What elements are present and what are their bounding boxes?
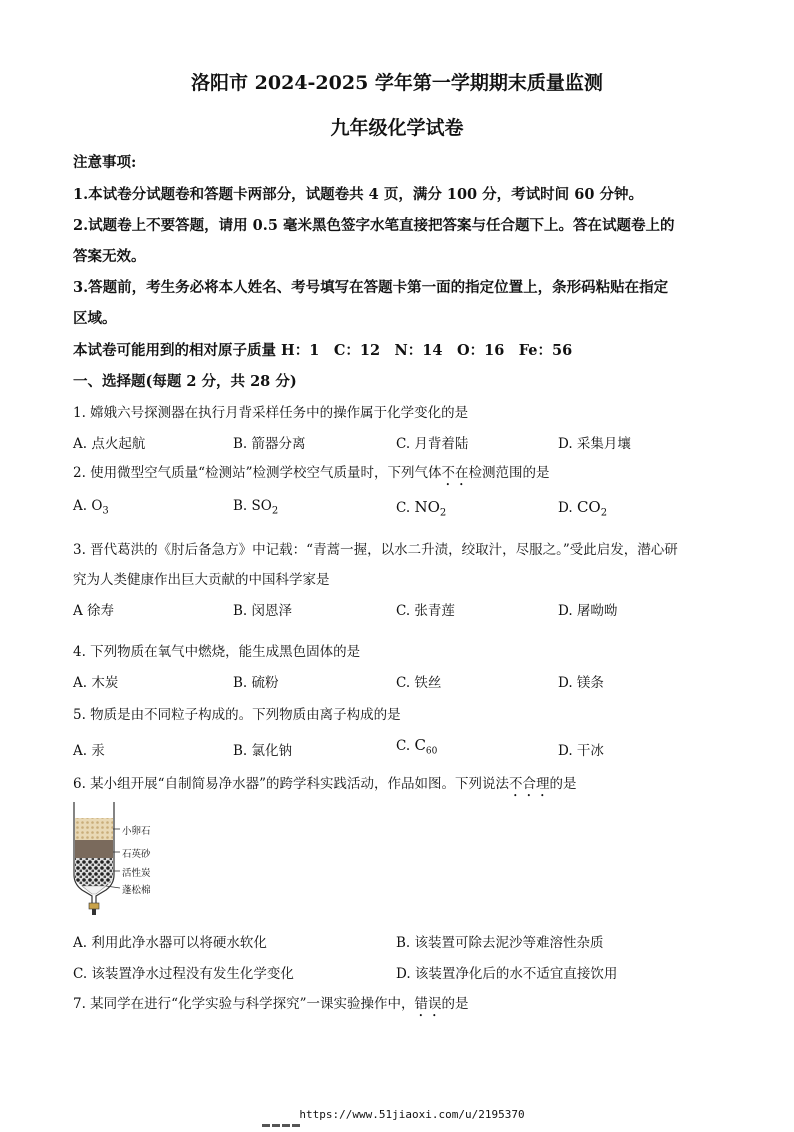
notice-item-2-line-2: 答案无效。 (73, 248, 146, 265)
question-2-stem-text: 2. 使用微型空气质量“检测站”检测学校空气质量时，下列气体 (73, 465, 442, 481)
pebble-layer (75, 818, 113, 840)
question-1-option-c: C. 月背着陆 (396, 436, 469, 452)
question-6-stem-tail: 的是 (549, 776, 577, 792)
question-3-stem-line-2: 究为人类健康作出巨大贡献的中国科学家是 (73, 572, 330, 588)
notice-item-3-line-2: 区域。 (73, 310, 117, 327)
question-3-option-c: C. 张青莲 (396, 603, 455, 619)
question-6-emphasis: 不合理 (508, 776, 550, 792)
option-letter: C. (396, 738, 411, 754)
question-2-option-d (558, 498, 607, 519)
question-4-stem: 4. 下列物质在氧气中燃烧，能生成黑色固体的是 (73, 644, 361, 660)
question-1-stem: 1. 嫦娥六号探测器在执行月背采样任务中的操作属于化学变化的是 (73, 405, 469, 421)
question-3-option-d: D. 屠呦呦 (558, 603, 618, 619)
question-1-option-a: A. 点火起航 (73, 436, 146, 452)
question-5-option-a: A. 汞 (73, 743, 105, 759)
formula-subscript: 2 (439, 507, 447, 519)
question-6-stem (73, 772, 576, 800)
question-4-option-c: C. 铁丝 (396, 675, 442, 691)
question-3-option-a: A 徐寿 (73, 603, 115, 619)
question-5-option-c (396, 736, 437, 757)
question-2-stem-tail: 检测范围的是 (468, 465, 550, 481)
formula: SO (251, 498, 272, 514)
formula-subscript: 60 (425, 746, 438, 757)
question-3-stem-line-1: 3. 晋代葛洪的《肘后备急方》中记载：“青蒿一握，以水二升渍，绞取汁，尽服之。”受此启发，潜心研 (73, 542, 678, 558)
question-7-stem (73, 992, 468, 1020)
notice-item-3-line-1: 3.答题前，考生务必将本人姓名、考号填写在答题卡第一面的指定位置上，条形码粘贴在指定 (73, 279, 669, 296)
water-filter-figure (70, 800, 200, 920)
option-letter: D. (558, 500, 573, 516)
question-7-stem-tail: 的是 (441, 996, 469, 1012)
question-6-option-c: C. 该装置净水过程没有发生化学变化 (73, 966, 294, 982)
question-2-option-c (396, 498, 446, 519)
formula-subscript: 2 (271, 505, 279, 517)
formula: C (414, 736, 426, 754)
formula: NO (414, 498, 440, 516)
formula: CO (576, 498, 601, 516)
question-6-option-d: D. 该装置净化后的水不适宜直接饮用 (396, 966, 618, 982)
question-2-option-a (73, 498, 109, 517)
question-2-stem (73, 461, 549, 489)
figure-label-pebbles: 小卵石 (122, 826, 151, 837)
valve-icon (89, 903, 99, 909)
quartz-sand-layer (75, 840, 113, 858)
atomic-masses: 本试卷可能用到的相对原子质量 H：1 C：12 N：14 O：16 Fe：56 (73, 342, 573, 359)
question-7-emphasis: 错误 (414, 996, 442, 1012)
question-5-stem: 5. 物质是由不同粒子构成的。下列物质由离子构成的是 (73, 707, 401, 723)
question-3-option-b: B. 闵恩泽 (233, 603, 293, 619)
question-6-option-b: B. 该装置可除去泥沙等难溶性杂质 (396, 935, 604, 951)
question-6-stem-text: 6. 某小组开展“自制简易净水器”的跨学科实践活动，作品如图。下列说法 (73, 776, 509, 792)
footer-url[interactable]: https://www.51jiaoxi.com/u/2195370 (299, 1108, 525, 1121)
question-4-option-a: A. 木炭 (73, 675, 119, 691)
formula-subscript: 2 (600, 507, 608, 519)
question-5-option-b: B. 氯化钠 (233, 743, 293, 759)
question-4-option-b: B. 硫粉 (233, 675, 279, 691)
question-1-option-d: D. 采集月壤 (558, 436, 631, 452)
notice-heading: 注意事项: (73, 154, 137, 171)
figure-label-cotton: 蓬松棉 (122, 885, 151, 896)
question-2-emphasis: 不在 (441, 465, 469, 481)
figure-label-quartz-sand: 石英砂 (122, 849, 151, 860)
question-6-option-a: A. 利用此净水器可以将硬水软化 (73, 935, 267, 951)
activated-carbon-layer (75, 858, 113, 886)
figure-label-activated-carbon: 活性炭 (122, 868, 151, 879)
notice-item-1: 1.本试卷分试题卷和答题卡两部分，试题卷共 4 页，满分 100 分，考试时间 60 分钟。 (73, 186, 643, 203)
question-7-stem-text: 7. 某同学在进行“化学实验与科学探究”一课实验操作中， (73, 996, 415, 1012)
formula-subscript: 3 (102, 505, 109, 517)
option-letter: B. (233, 498, 248, 514)
page-title: 洛阳市 2024-2025 学年第一学期期末质量监测 (191, 72, 603, 94)
water-filter-diagram (70, 800, 200, 920)
question-1-option-b: B. 箭器分离 (233, 436, 306, 452)
formula: O (91, 498, 103, 514)
option-letter: A. (73, 498, 88, 514)
question-5-option-d: D. 干冰 (558, 743, 604, 759)
option-letter: C. (396, 500, 411, 516)
page-subtitle: 九年级化学试卷 (330, 117, 464, 139)
notice-item-2-line-1: 2.试题卷上不要答题，请用 0.5 毫米黑色签字水笔直接把答案与任合题下上。答在试题卷上的 (73, 217, 675, 234)
question-2-option-b (233, 498, 278, 517)
question-4-option-d: D. 镁条 (558, 675, 604, 691)
section-title: 一、选择题(每题 2 分，共 28 分) (73, 373, 297, 390)
